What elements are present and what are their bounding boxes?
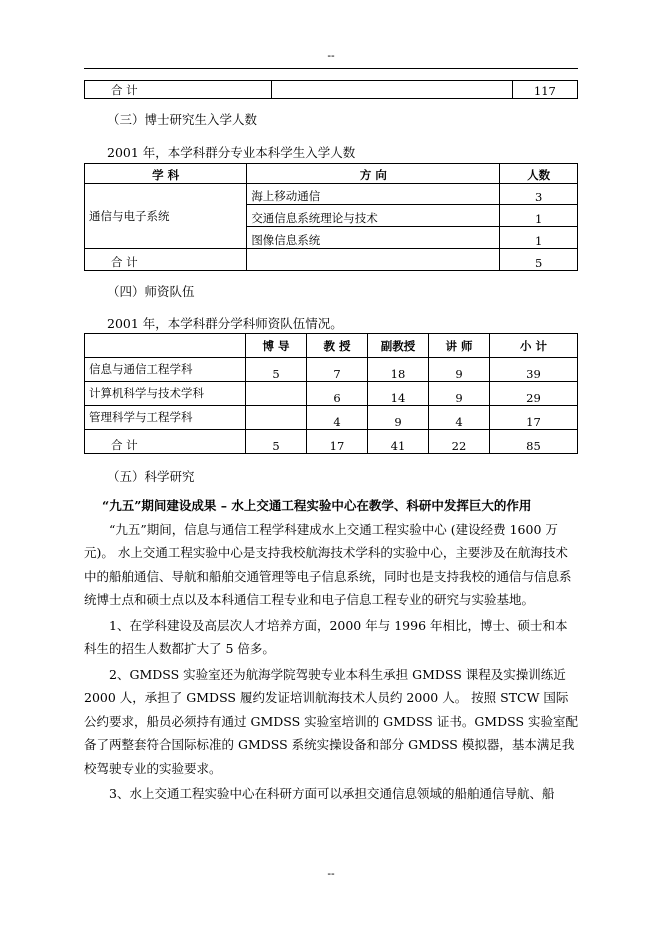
section5-body (84, 494, 579, 806)
section4-caption: 2001 年，本学科群分学科师资队伍情况。 (107, 316, 343, 331)
section5-heading: （五）科学研究 (107, 469, 195, 484)
faculty-cell: 29 (490, 382, 578, 406)
faculty-row-name: 信息与通信工程学科 (85, 358, 246, 382)
faculty-cell: 4 (429, 406, 490, 430)
enrollment-count: 1 (535, 212, 543, 226)
section4-heading: （四）师资队伍 (107, 284, 195, 299)
enrollment-discipline-cell (85, 184, 247, 249)
faculty-cell: 22 (429, 430, 490, 454)
faculty-cell: 14 (368, 382, 429, 406)
faculty-total-label: 合 计 (85, 430, 246, 454)
faculty-cell: 6 (307, 382, 368, 406)
faculty-cell: 41 (368, 430, 429, 454)
body-paragraph: “九五”期间，信息与通信工程学科建成水上交通工程实验中心 (建设经费 1600 万元)。 水上交通工程实验中心是支持我校航海技术学科的实验中心，主要涉及在航海技术中的船舶通信、导航和船舶交通管理等电子信息系统，同时也是支持我校的通信与信息系统博士点和硕士点以及本科通信工程专业和电子信息工程专业的研究与实验基地。 (84, 521, 572, 607)
table-row (247, 227, 500, 249)
faculty-col-lecturer: 讲 师 (429, 334, 490, 358)
body-paragraph: 2、GMDSS 实验室还为航海学院驾驶专业本科生承担 GMDSS 课程及实操训练近 2000 人，承担了 GMDSS 履约发证培训航海技术人员约 2000 人。 按照 STCW 国际公约要求，船员必须持有通过 GMDSS 实验室培训的 GMDSS 证书。GMDSS 实验室配备了两整套符合国际标准的 GMDSS 系统实操设备和部分 GMDSS 模拟器，基本满足我校驾驶专业的实验要求。 (84, 666, 579, 776)
section3-heading: （三）博士研究生入学人数 (107, 112, 258, 127)
enrollment-count-cell (500, 184, 578, 205)
section5-title: “九五”期间建设成果 – 水上交通工程实验中心在教学、科研中发挥巨大的作用 (102, 498, 532, 513)
table-row (247, 205, 500, 227)
faculty-col-assoc-professor: 副教授 (368, 334, 429, 358)
faculty-col-subtotal: 小 计 (490, 334, 578, 358)
enrollment-total-value: 5 (535, 256, 543, 270)
faculty-cell: 5 (246, 430, 307, 454)
faculty-cell: 5 (246, 358, 307, 382)
top-total-value-cell (512, 81, 577, 99)
table-row (247, 184, 500, 205)
faculty-cell: 9 (429, 382, 490, 406)
enrollment-total-empty-cell (247, 249, 500, 271)
enrollment-direction: 图像信息系统 (251, 233, 321, 247)
enrollment-direction: 海上移动通信 (251, 189, 321, 203)
faculty-cell (246, 382, 307, 406)
header-rule (84, 68, 578, 69)
enrollment-count: 1 (535, 234, 543, 248)
enrollment-col-direction: 方 向 (247, 164, 500, 184)
enrollment-table (84, 163, 578, 271)
faculty-col-blank (85, 334, 246, 358)
faculty-cell: 17 (490, 406, 578, 430)
table-row (85, 358, 578, 382)
top-total-label: 合 计 (111, 83, 138, 97)
enrollment-count-cell (500, 227, 578, 249)
enrollment-count: 3 (535, 190, 543, 204)
table-row (85, 382, 578, 406)
top-total-empty-cell (272, 81, 513, 99)
body-paragraph: 1、在学科建设及高层次人才培养方面，2000 年与 1996 年相比，博士、硕士和本科生的招生人数都扩大了 5 倍多。 (84, 617, 568, 656)
faculty-cell (246, 406, 307, 430)
enrollment-count-cell (500, 205, 578, 227)
top-total-table (84, 80, 578, 99)
faculty-cell: 9 (368, 406, 429, 430)
top-total-value: 117 (533, 84, 556, 98)
enrollment-discipline: 通信与电子系统 (89, 209, 170, 223)
enrollment-total-label: 合 计 (111, 255, 138, 269)
enrollment-total-value-cell (500, 249, 578, 271)
enrollment-col-discipline: 学 科 (85, 164, 247, 184)
faculty-cell: 4 (307, 406, 368, 430)
faculty-row-name: 计算机科学与技术学科 (85, 382, 246, 406)
faculty-cell: 39 (490, 358, 578, 382)
faculty-cell: 17 (307, 430, 368, 454)
footer-mark: -- (327, 868, 335, 880)
enrollment-total-label-cell (85, 249, 247, 271)
faculty-col-doctoral-supervisor: 博 导 (246, 334, 307, 358)
faculty-table (84, 333, 578, 454)
section3-caption: 2001 年，本学科群分专业本科学生入学人数 (107, 145, 356, 160)
table-row (85, 406, 578, 430)
faculty-cell: 9 (429, 358, 490, 382)
faculty-cell: 85 (490, 430, 578, 454)
top-total-label-cell (85, 81, 272, 99)
faculty-row-name: 管理科学与工程学科 (85, 406, 246, 430)
enrollment-col-count: 人数 (500, 164, 578, 184)
faculty-cell: 7 (307, 358, 368, 382)
faculty-col-professor: 教 授 (307, 334, 368, 358)
faculty-cell: 18 (368, 358, 429, 382)
enrollment-direction: 交通信息系统理论与技术 (251, 211, 378, 225)
header-mark: -- (327, 50, 335, 62)
table-row (85, 430, 578, 454)
body-paragraph: 3、水上交通工程实验中心在科研方面可以承担交通信息领域的船舶通信导航、船 (109, 786, 555, 801)
